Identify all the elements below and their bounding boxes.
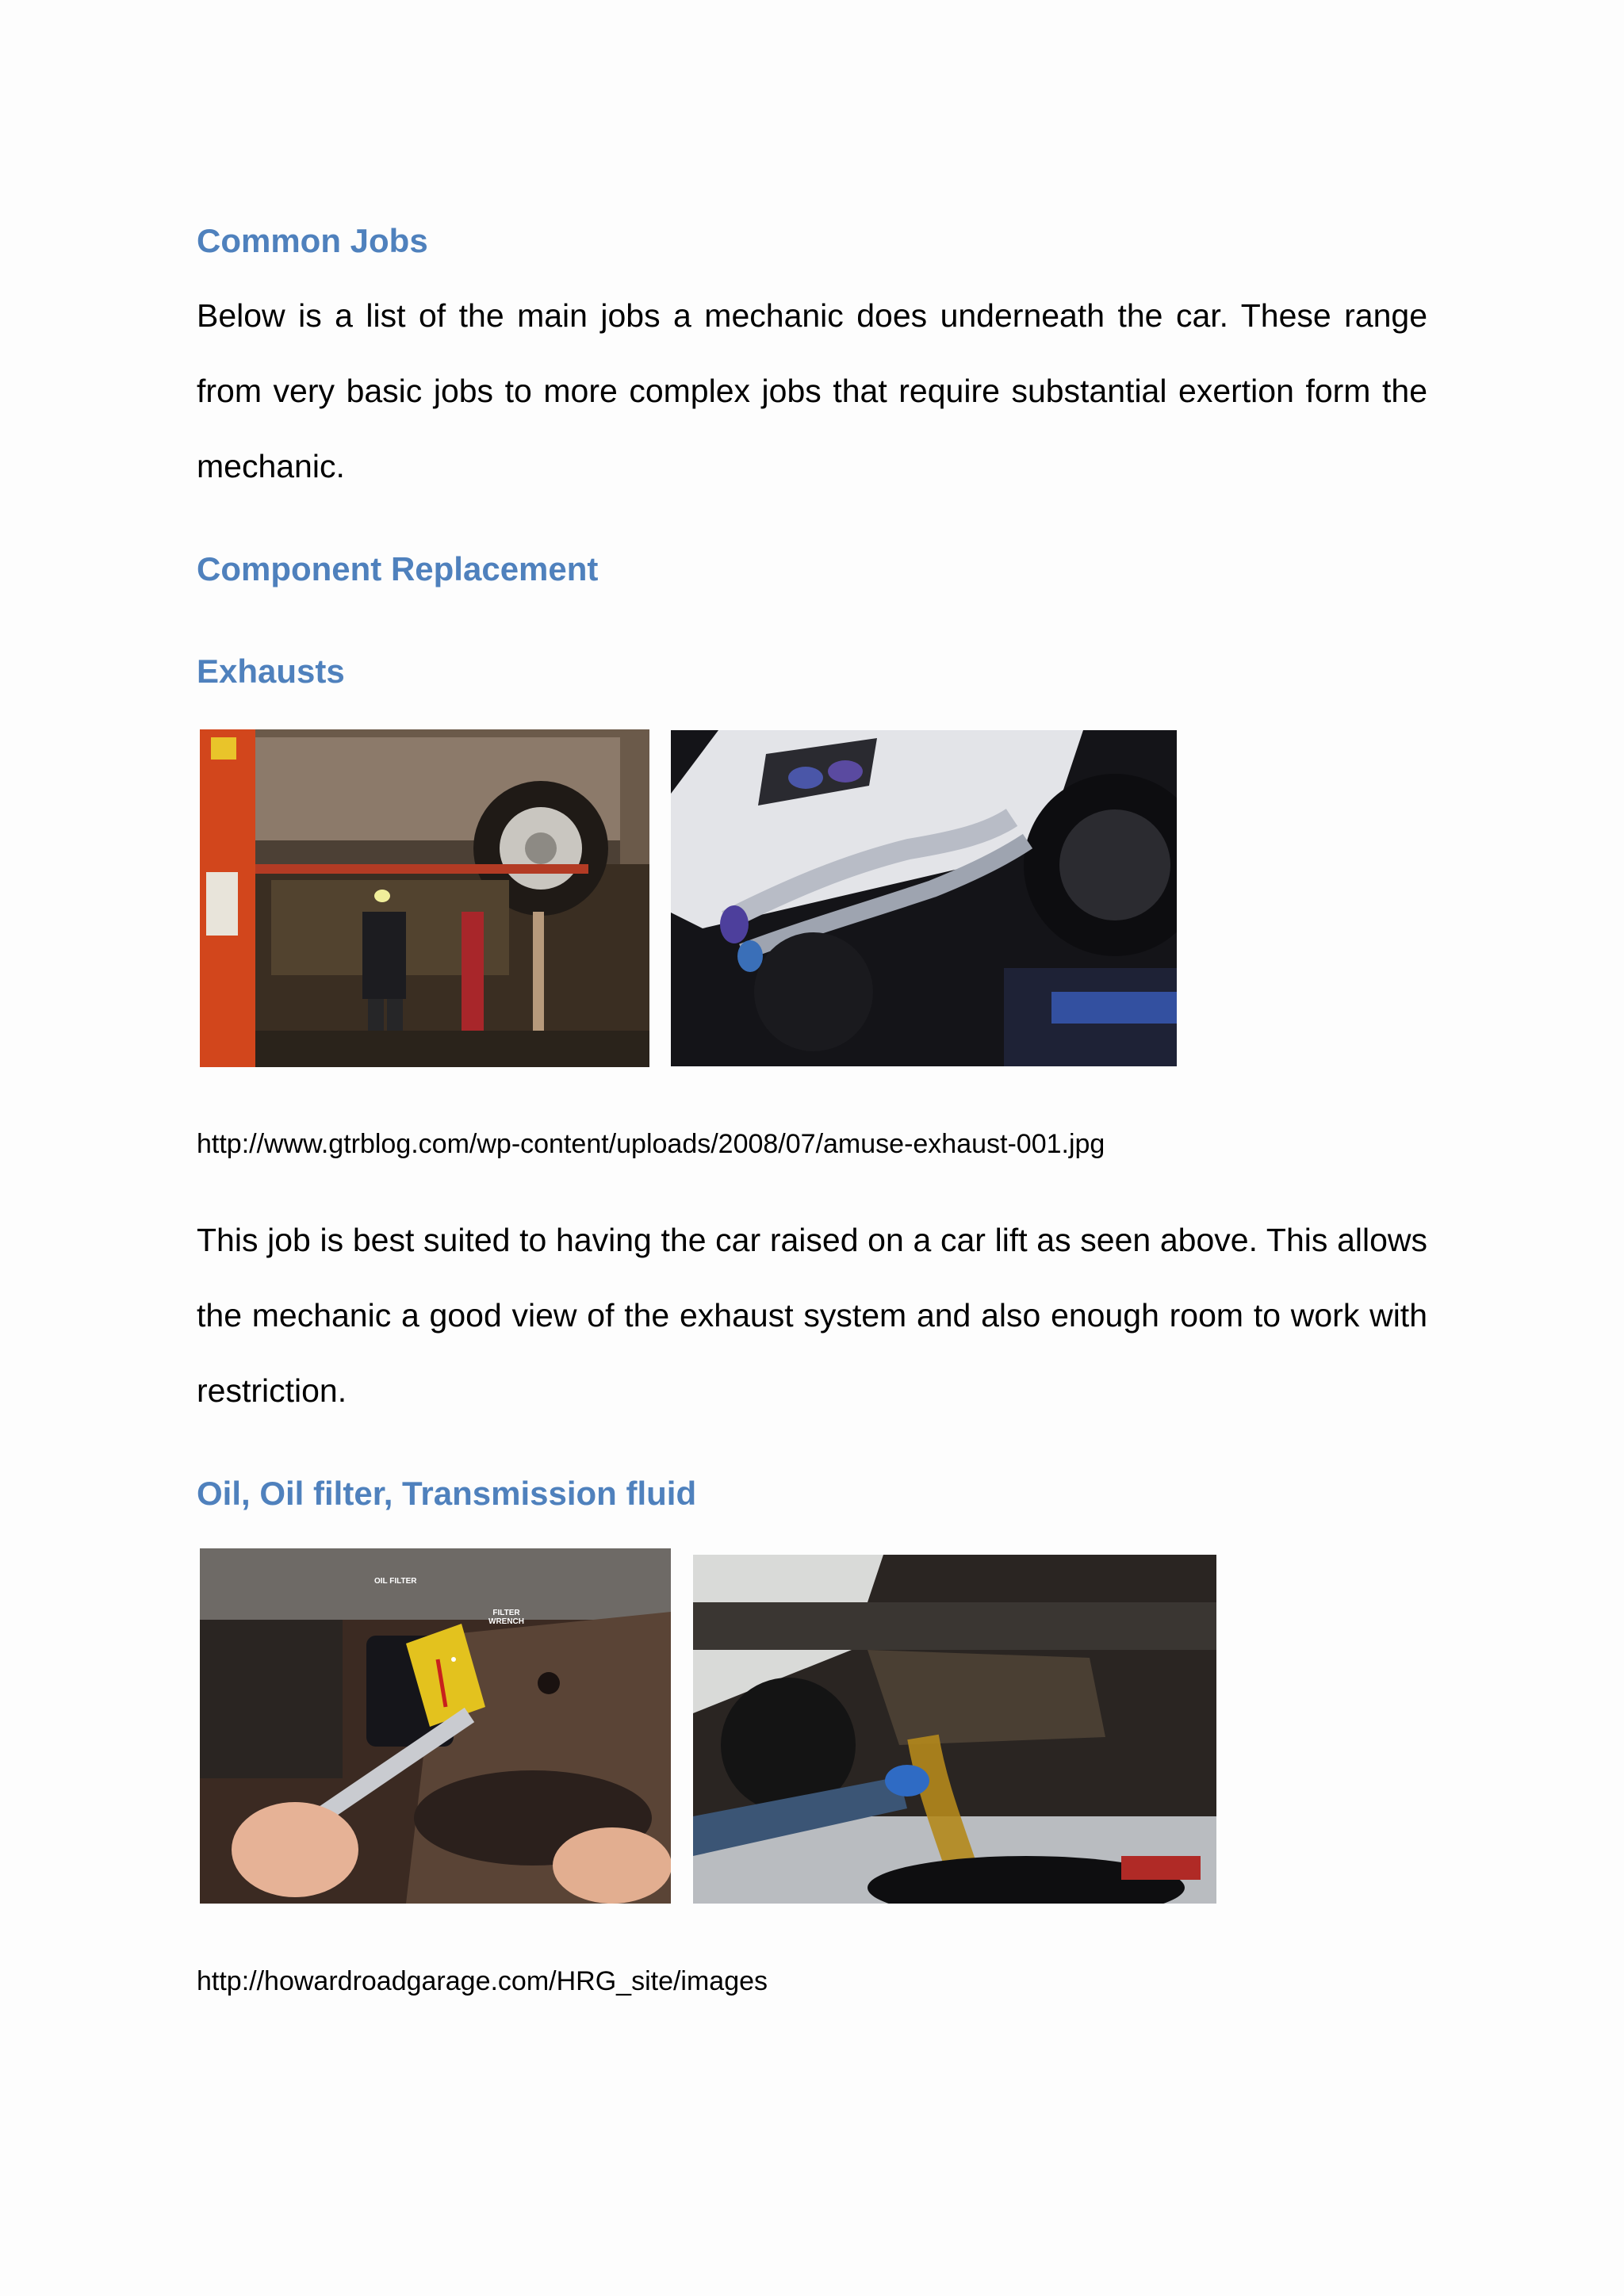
oil-image-source-url: http://howardroadgarage.com/HRG_site/images <box>197 1966 768 1996</box>
exhausts-heading: Exhausts <box>197 652 345 690</box>
exhaust-lift-photo <box>200 729 649 1067</box>
exhaust-image-source-url: http://www.gtrblog.com/wp-content/uploads/2008/07/amuse-exhaust-001.jpg <box>197 1129 1105 1159</box>
filter-wrench-callout-line1: FILTER <box>492 1609 520 1617</box>
oil-filter-heading: Oil, Oil filter, Transmission fluid <box>197 1475 697 1512</box>
filter-wrench-callout-line2: WRENCH <box>488 1617 524 1626</box>
component-replacement-heading: Component Replacement <box>197 550 599 587</box>
exhaust-system-photo <box>671 730 1177 1066</box>
oil-filter-photo <box>200 1548 671 1904</box>
common-jobs-heading: Common Jobs <box>197 222 428 259</box>
exhaust-paragraph: This job is best suited to having the car raised on a car lift as seen above. This allows the mechanic a good view of the exhaust system and also enough room to work with restriction. <box>197 1222 1427 1409</box>
filter-wrench-callout <box>488 1609 524 1626</box>
intro-paragraph: Below is a list of the main jobs a mechanic does underneath the car. These range from very basic jobs to more complex jobs that require substantial exertion form the mechanic. <box>197 297 1427 484</box>
oil-filter-callout: OIL FILTER <box>374 1577 417 1586</box>
oil-drain-photo <box>693 1555 1216 1904</box>
